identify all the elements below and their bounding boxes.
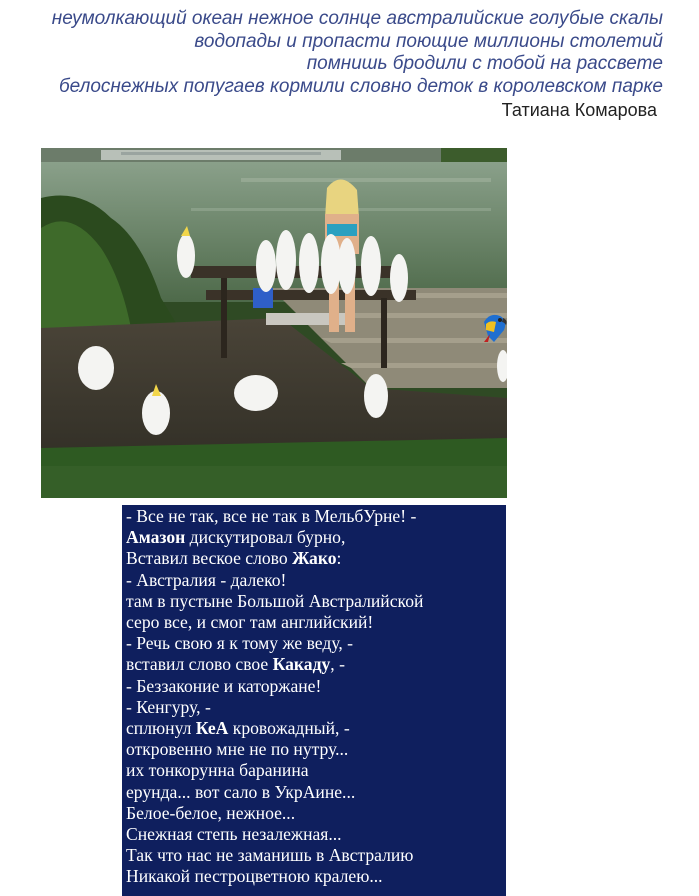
epigraph-line: водопады и пропасти поющие миллионы столетий xyxy=(194,30,663,52)
poem-line: серо все, и смог там английский! xyxy=(126,612,374,633)
epigraph-line: неумолкающий океан нежное солнце австралийские голубые скалы xyxy=(51,8,663,29)
epigraph-author: Татиана Комарова xyxy=(501,100,657,120)
poem-line: Так что нас не заманишь в Австралию xyxy=(126,845,414,866)
poem-line: сплюнул КеА кровожадный, - xyxy=(126,718,350,739)
poem-line: Вставил веское слово Жако: xyxy=(126,548,342,569)
poem-line: - Беззаконие и каторжане! xyxy=(126,675,322,696)
poem-line: - Австралия - далеко! xyxy=(126,569,287,590)
poem-line: откровенно мне не по нутру... xyxy=(126,739,349,760)
poem-line: - Речь свою я к тому же веду, - xyxy=(126,633,354,654)
poem-line: там в пустыне Большой Австралийской xyxy=(126,590,424,611)
poem-line: - Кенгуру, - xyxy=(126,696,211,717)
epigraph-line: помнишь бродили с тобой на рассвете xyxy=(306,53,663,74)
poem-line: их тонкорунна баранина xyxy=(126,760,309,781)
epigraph-line: белоснежных попугаев кормили словно деток в королевском парке xyxy=(58,75,663,97)
poem-block xyxy=(122,505,506,896)
poem-line: Белое-белое, нежное... xyxy=(126,802,296,823)
epigraph xyxy=(23,8,663,122)
poem-line: вставил слово свое Какаду, - xyxy=(126,654,345,675)
poem-line: Никакой пестроцветною кралею... xyxy=(126,866,383,887)
cockatoo-photo xyxy=(41,148,507,498)
poem-line: - Все не так, все не так в МельбУрне! - xyxy=(126,506,417,526)
parrot-icon xyxy=(480,310,510,344)
poem-line: Амазон дискутировал бурно, xyxy=(126,527,346,548)
poem-line: ерунда... вот сало в УкрАине... xyxy=(126,781,356,802)
poem-line: Снежная степь незалежная... xyxy=(126,824,342,845)
